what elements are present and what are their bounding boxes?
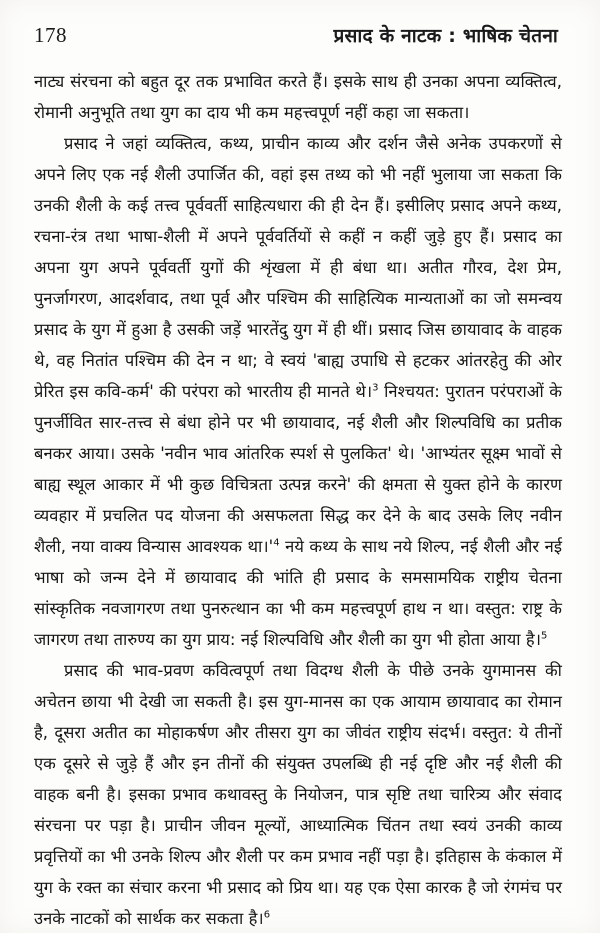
- page-header: [34, 22, 562, 52]
- paragraph-2-continuation-2: नये कथ्य के साथ नये शिल्प, नई शैली और नई भाषा को जन्म देने में छायावाद की भांति ही प्रसाद के समसामयिक राष्ट्रीय चेतना सांस्कृतिक नवजागरण तथा पुनरुत्थान का भी कम महत्त्वपूर्ण हाथ न था। वस्तुत: राष्ट्र के जागरण तथा तारुण्य का युग प्राय: नई शिल्पविधि और शैली का युग भी होता आया है।: [34, 537, 562, 649]
- paragraph-2-text: प्रसाद ने जहां व्यक्तित्व, कथ्य, प्राचीन काव्य और दर्शन जैसे अनेक उपकरणों से अपने लिए एक नई शैली उपार्जित की, वहां इस तथ्य को भी नहीं भुलाया जा सकता कि उनकी शैली के कई तत्त्व पूर्ववर्ती साहित्यधारा की ही देन हैं। इसीलिए प्रसाद अपने कथ्य, रचना-रंत्र तथा भाषा-शैली में अपने पूर्ववर्तियों से कहीं न कहीं जुड़े हुए हैं। प्रसाद का अपना युग अपने पूर्ववर्ती युगों की शृंखला में ही बंधा था। अतीत गौरव, देश प्रेम, पुनर्जागरण, आदर्शवाद, तथा पूर्व और पश्चिम की साहित्यिक मान्यताओं का जो समन्वय प्रसाद के युग में हुआ है उसकी जड़ें भारतेंदु युग में ही थीं। प्रसाद जिस छायावाद के वाहक थे, वह नितांत पश्चिम की देन न था; वे स्वयं 'बाह्य उपाधि से हटकर आंतरहेतु की ओर प्रेरित इस कवि-कर्म' की परंपरा को भारतीय ही मानते थे।: [34, 134, 562, 401]
- paragraph-2: [34, 128, 562, 655]
- page-number: 178: [34, 23, 67, 47]
- footnote-marker-3: 3: [372, 382, 379, 394]
- paragraph-3-text: प्रसाद की भाव-प्रवण कवित्वपूर्ण तथा विदग्ध शैली के पीछे उनके युगमानस की अचेतन छाया भी देखी जा सकती है। इस युग-मानस का एक आयाम छायावाद का रोमान है, दूसरा अतीत का मोहाकर्षण और तीसरा युग का जीवंत राष्ट्रीय संदर्भ। वस्तुत: ये तीनों एक दूसरे से जुड़े हैं और इन तीनों की संयुक्त उपलब्धि ही नई दृष्टि और नई शैली की वाहक बनी है। इसका प्रभाव कथावस्तु के नियोजन, पात्र सृष्टि तथा चारित्र्य और संवाद संरचना पर पड़ा है। प्राचीन जीवन मूल्यों, आध्यात्मिक चिंतन तथा स्वयं उनकी काव्य प्रवृत्तियों का भी उनके शिल्प और शैली पर कम प्रभाव नहीं पड़ा है। इतिहास के कंकाल में युग के रक्त का संचार करना भी प्रसाद को प्रिय था। यह एक ऐसा कारक है जो रंगमंच पर उनके नाटकों को सार्थक कर सकता है।: [34, 661, 562, 928]
- paragraph-3: [34, 655, 562, 934]
- paragraph-1-text: नाट्य संरचना को बहुत दूर तक प्रभावित करते हैं। इसके साथ ही उनका अपना व्यक्तित्व, रोमानी अनुभूति तथा युग का दाय भी कम महत्त्वपूर्ण नहीं कहा जा सकता।: [34, 72, 562, 122]
- page-body: [34, 66, 562, 934]
- running-head: प्रसाद के नाटक : भाषिक चेतना: [333, 25, 558, 47]
- paragraph-2-continuation: निश्चयत: पुरातन परंपराओं के पुनर्जीवित सार-तत्त्व से बंधा होने पर भी छायावाद, नई शैली और शिल्पविधि का प्रतीक बनकर आया। उसके 'नवीन भाव आंतरिक स्पर्श से पुलकित' थे। 'आभ्यंतर सूक्ष्म भावों से बाह्य स्थूल आकार में भी कुछ विचित्रता उत्पन्न करने' की क्षमता से युक्त होने के कारण व्यवहार में प्रचलित पद योजना की असफलता सिद्ध कर देने के बाद उसके लिए नवीन शैली, नया वाक्य विन्यास आवश्यक था।': [34, 382, 562, 556]
- paragraph-1: [34, 66, 562, 128]
- footnote-marker-5: 5: [541, 630, 548, 642]
- footnote-marker-4: 4: [273, 537, 280, 549]
- footnote-marker-6: 6: [263, 909, 271, 921]
